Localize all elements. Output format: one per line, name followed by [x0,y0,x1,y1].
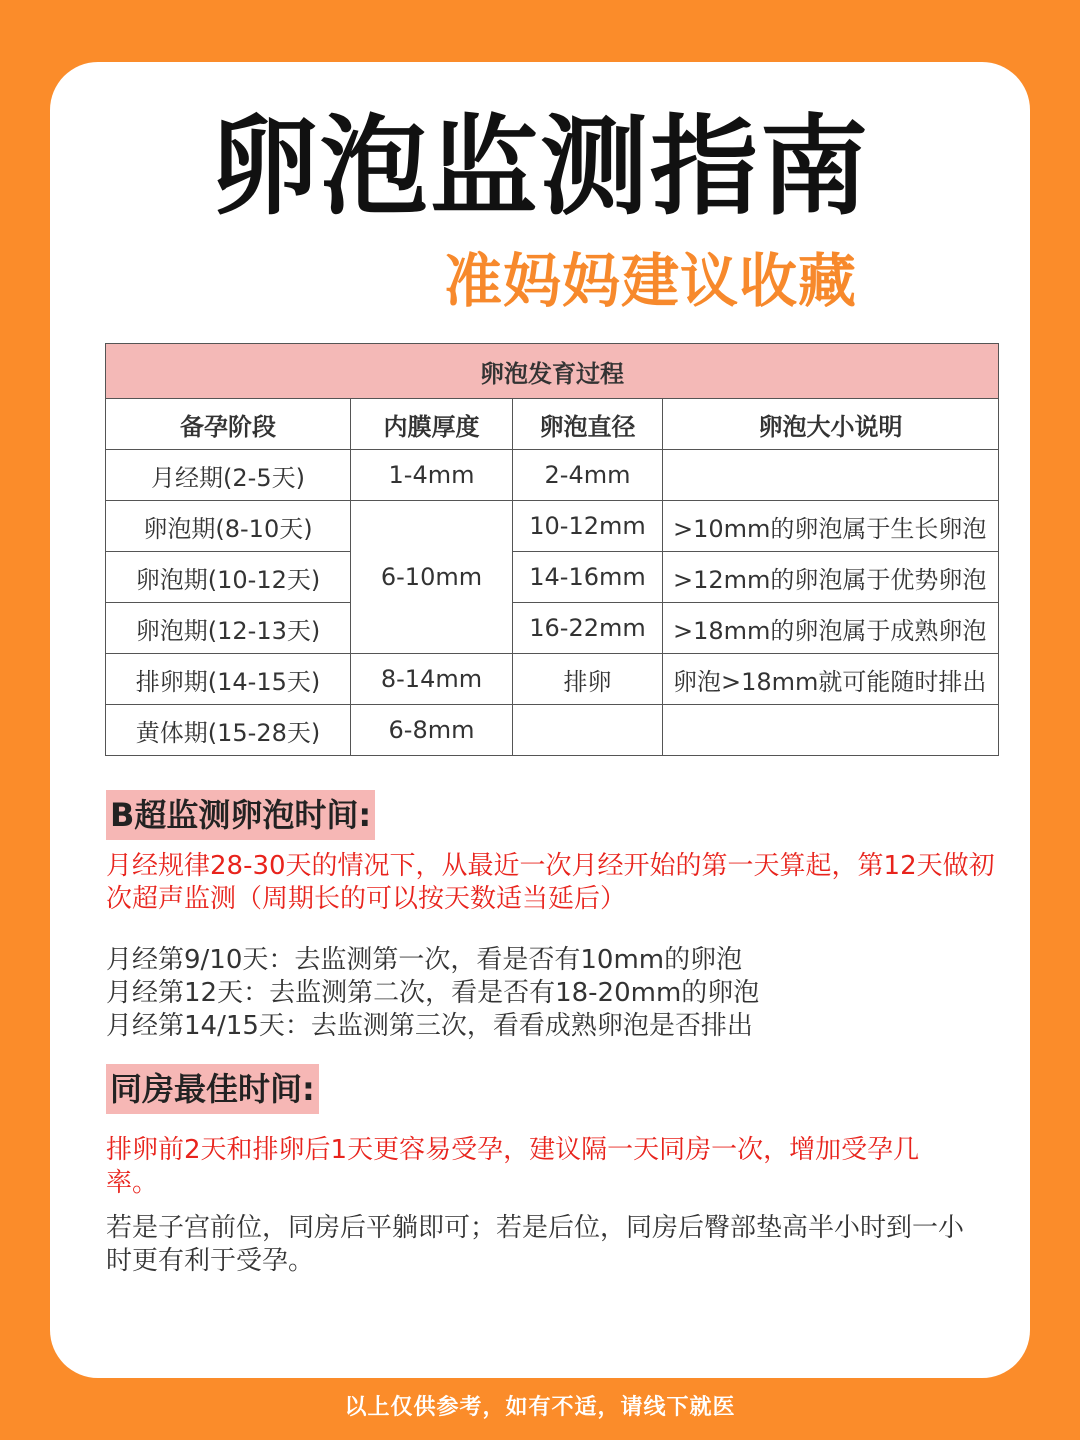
cell-stage: 排卵期(14-15天) [106,654,351,705]
cell-stage: 卵泡期(8-10天) [106,501,351,552]
cell-diameter: 排卵 [513,654,663,705]
table-row [106,654,999,705]
table-row [106,705,999,756]
cell-note [663,705,999,756]
follicle-growth-table [105,343,999,756]
column-header-diameter: 卵泡直径 [513,399,663,450]
intercourse-body-text: 若是子宫前位，同房后平躺即可；若是后位，同房后臀部垫高半小时到一小时更有利于受孕。 [106,1213,965,1276]
cell-thickness: 6-8mm [351,705,513,756]
page-title: 卵泡监测指南 [209,105,870,230]
table-row [106,450,999,501]
cell-diameter: 14-16mm [513,552,663,603]
disclaimer-footer: 以上仅供参考，如有不适，请线下就医 [344,1395,736,1420]
ultrasound-line-3: 月经第14/15天：去监测第三次，看看成熟卵泡是否排出 [106,1011,753,1041]
table-caption: 卵泡发育过程 [106,344,999,399]
cell-diameter: 16-22mm [513,603,663,654]
cell-thickness: 1-4mm [351,450,513,501]
table-row [106,501,999,552]
intercourse-highlight-text: 排卵前2天和排卵后1天更容易受孕，建议隔一天同房一次，增加受孕几率。 [106,1135,920,1198]
cell-stage: 卵泡期(10-12天) [106,552,351,603]
column-header-stage: 备孕阶段 [106,399,351,450]
ultrasound-line-1: 月经第9/10天：去监测第一次，看是否有10mm的卵泡 [106,945,743,975]
intercourse-section-heading: 同房最佳时间: [106,1064,319,1114]
ultrasound-section-heading: B超监测卵泡时间: [106,790,375,840]
cell-thickness: 8-14mm [351,654,513,705]
cell-note: >10mm的卵泡属于生长卵泡 [663,501,999,552]
cell-diameter [513,705,663,756]
cell-note: 卵泡>18mm就可能随时排出 [663,654,999,705]
cell-diameter: 10-12mm [513,501,663,552]
cell-note: >18mm的卵泡属于成熟卵泡 [663,603,999,654]
cell-stage: 黄体期(15-28天) [106,705,351,756]
cell-stage: 月经期(2-5天) [106,450,351,501]
cell-thickness-merged: 6-10mm [351,501,513,654]
column-header-note: 卵泡大小说明 [663,399,999,450]
cell-note: >12mm的卵泡属于优势卵泡 [663,552,999,603]
ultrasound-highlight-text: 月经规律28-30天的情况下，从最近一次月经开始的第一天算起，第12天做初次超声监测（周期长的可以按天数适当延后） [106,851,995,914]
table-row [106,603,999,654]
table-header-row [106,399,999,450]
column-header-thickness: 内膜厚度 [351,399,513,450]
table-row [106,552,999,603]
page-subtitle: 准妈妈建议收藏 [444,247,858,315]
cell-stage: 卵泡期(12-13天) [106,603,351,654]
ultrasound-line-2: 月经第12天：去监测第二次，看是否有18-20mm的卵泡 [106,978,760,1008]
cell-note [663,450,999,501]
content-card [50,62,1030,1378]
cell-diameter: 2-4mm [513,450,663,501]
